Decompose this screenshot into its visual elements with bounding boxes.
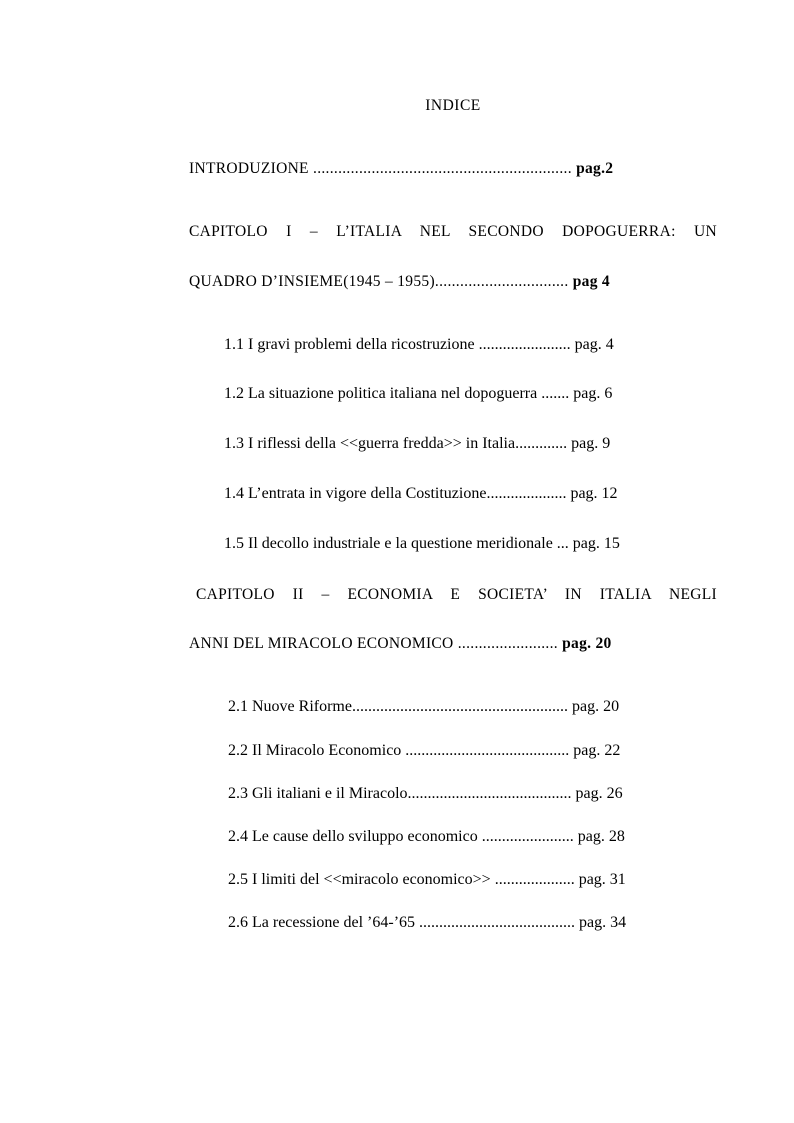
toc-page-number: pag 4 [572,273,610,290]
toc-leader: ........................ [457,635,558,652]
toc-page-number: pag.2 [576,160,614,177]
toc-section-2-4[interactable]: 2.4 Le cause dello sviluppo economico ....................... pag. 28 [228,828,625,845]
toc-entry-introduction[interactable] [189,159,613,179]
toc-chapter1-title-line2[interactable] [189,272,610,292]
toc-section-2-6[interactable]: 2.6 La recessione del ’64-’65 ....................................... pag. 34 [228,914,627,931]
toc-section-2-2[interactable]: 2.2 Il Miracolo Economico ......................................... pag. 22 [228,742,621,759]
toc-section-2-1[interactable]: 2.1 Nuove Riforme...................................................... pag. 20 [228,698,620,715]
toc-section-1-3[interactable]: 1.3 I riflessi della <<guerra fredda>> in Italia............. pag. 9 [224,435,611,452]
toc-chapter1-title-line1[interactable]: CAPITOLO I – L’ITALIA NEL SECONDO DOPOGUERRA: UN [189,223,717,240]
page-title: INDICE [425,97,481,114]
toc-label: QUADRO D’INSIEME(1945 – 1955) [189,273,435,290]
toc-section-1-1[interactable]: 1.1 I gravi problemi della ricostruzione ....................... pag. 4 [224,336,614,353]
toc-leader: .............................................................. [313,160,572,177]
toc-page-number: pag. 20 [562,635,612,652]
toc-leader: ................................ [434,273,569,290]
toc-label: INTRODUZIONE [189,160,309,177]
toc-label: ANNI DEL MIRACOLO ECONOMICO [189,635,454,652]
toc-chapter2-title-line2[interactable] [189,634,612,654]
toc-section-1-5[interactable]: 1.5 Il decollo industriale e la questione meridionale ... pag. 15 [224,535,620,552]
toc-section-2-3[interactable]: 2.3 Gli italiani e il Miracolo......................................... pag. 26 [228,785,623,802]
toc-section-2-5[interactable]: 2.5 I limiti del <<miracolo economico>> .................... pag. 31 [228,871,626,888]
toc-section-1-2[interactable]: 1.2 La situazione politica italiana nel dopoguerra ....... pag. 6 [224,385,613,402]
toc-section-1-4[interactable]: 1.4 L’entrata in vigore della Costituzione.................... pag. 12 [224,485,618,502]
toc-chapter2-title-line1[interactable]: CAPITOLO II – ECONOMIA E SOCIETA’ IN ITALIA NEGLI [196,586,717,603]
